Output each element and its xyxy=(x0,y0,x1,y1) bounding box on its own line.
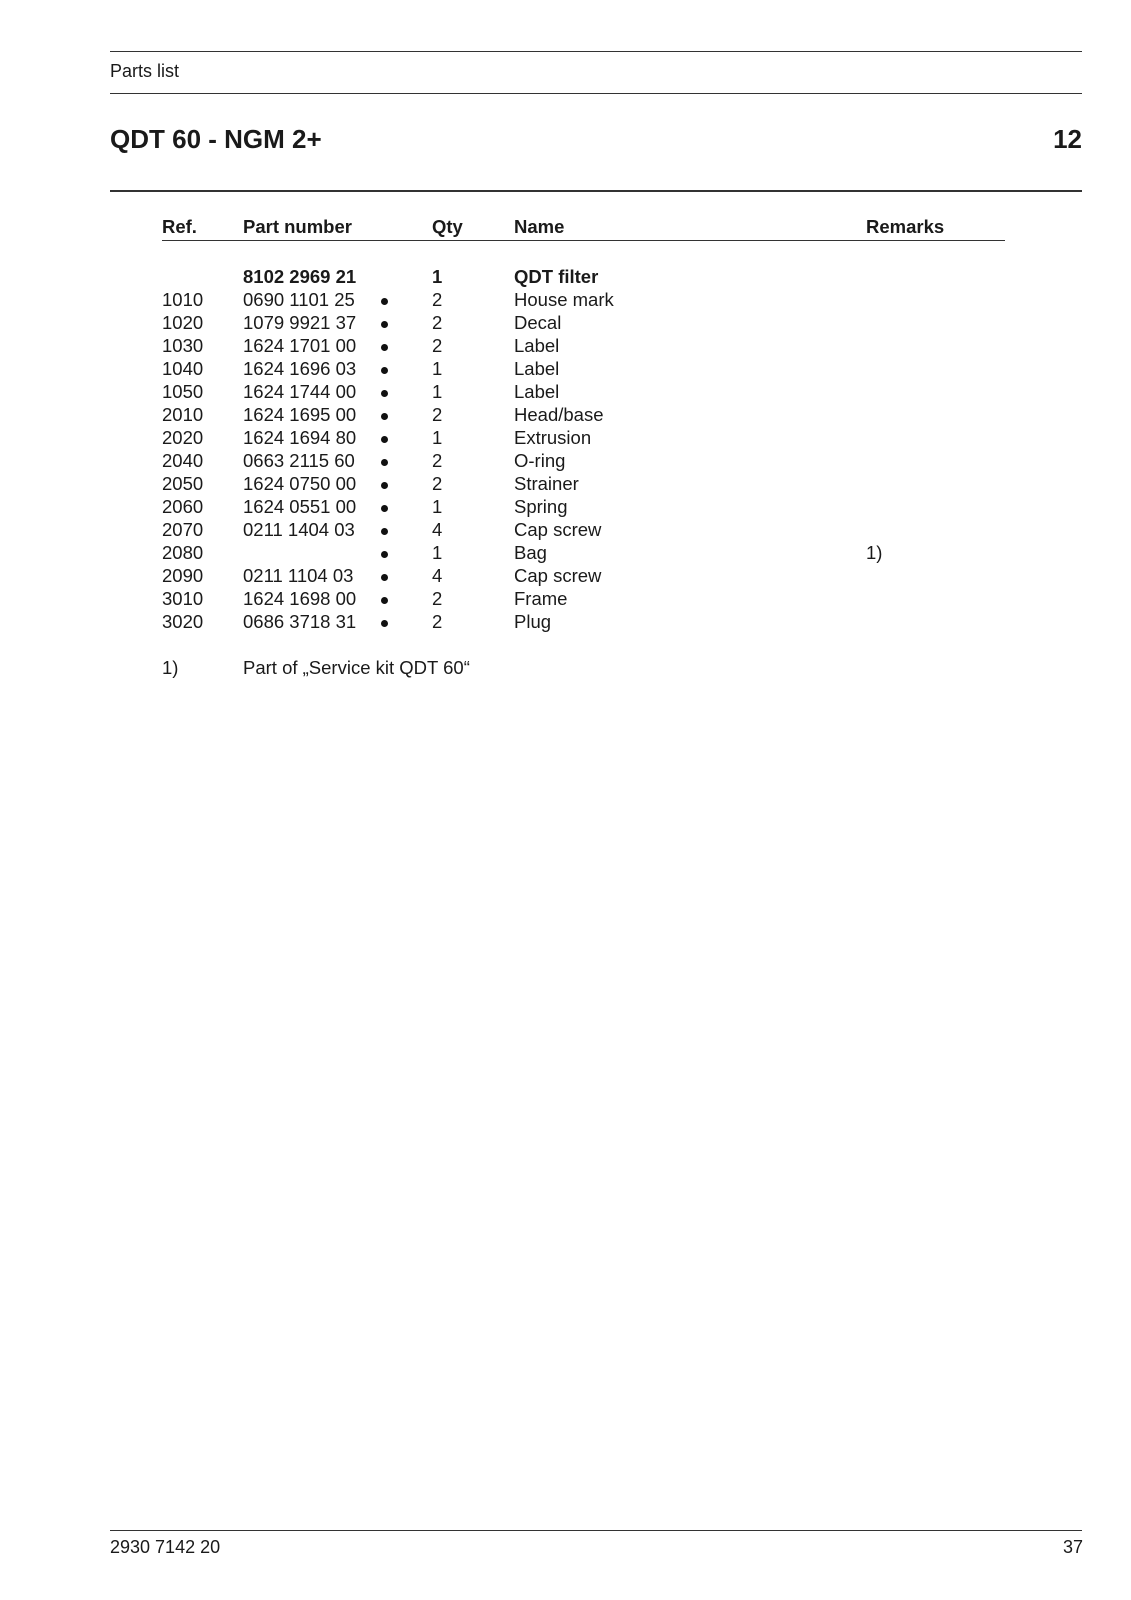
part-number-cell: 1624 1744 00 xyxy=(243,381,357,402)
table-row xyxy=(162,541,1005,564)
column-header-name: Name xyxy=(514,216,565,237)
qty-cell: 2 xyxy=(432,312,443,333)
name-cell: Head/base xyxy=(514,404,604,425)
section-label: Parts list xyxy=(110,61,180,81)
column-header-part-number: Part number xyxy=(243,216,352,237)
table-row xyxy=(162,357,1005,380)
qty-cell: 1 xyxy=(432,427,443,448)
name-cell: Plug xyxy=(514,611,552,632)
bullet-icon xyxy=(378,610,390,633)
qty-cell: 2 xyxy=(432,611,443,632)
name-cell: Bag xyxy=(514,542,547,563)
bullet-icon xyxy=(378,495,390,518)
bullet-icon xyxy=(378,564,390,587)
footnote-marker: 1) xyxy=(162,657,179,678)
part-number-cell: 1624 1695 00 xyxy=(243,404,357,425)
parts-table xyxy=(162,213,1005,679)
name-cell: Frame xyxy=(514,588,568,609)
part-number-cell: 0686 3718 31 xyxy=(243,611,357,632)
main-name: QDT filter xyxy=(514,266,599,287)
column-header-ref: Ref. xyxy=(162,216,197,237)
name-cell: House mark xyxy=(514,289,614,310)
ref-cell: 1010 xyxy=(162,289,204,310)
section-number: 12 xyxy=(1053,124,1082,154)
ref-cell: 1040 xyxy=(162,358,204,379)
column-header-remarks: Remarks xyxy=(866,216,945,237)
table-row xyxy=(162,449,1005,472)
ref-cell: 3010 xyxy=(162,588,204,609)
remarks-cell: 1) xyxy=(866,542,883,563)
qty-cell: 2 xyxy=(432,473,443,494)
name-cell: Extrusion xyxy=(514,427,592,448)
ref-cell: 2010 xyxy=(162,404,204,425)
ref-cell: 1030 xyxy=(162,335,204,356)
ref-cell: 2080 xyxy=(162,542,204,563)
part-number-cell: 1624 0750 00 xyxy=(243,473,357,494)
table-header xyxy=(162,213,1005,241)
qty-cell: 2 xyxy=(432,404,443,425)
qty-cell: 1 xyxy=(432,381,443,402)
column-header-qty: Qty xyxy=(432,216,463,237)
part-number-cell: 0690 1101 25 xyxy=(243,289,355,310)
bullet-icon xyxy=(378,449,390,472)
bullet-icon xyxy=(378,518,390,541)
bullet-icon xyxy=(378,357,390,380)
ref-cell: 3020 xyxy=(162,611,204,632)
table-row xyxy=(162,403,1005,426)
document-number: 2930 7142 20 xyxy=(110,1537,221,1557)
name-cell: Strainer xyxy=(514,473,579,494)
part-number-cell: 1624 0551 00 xyxy=(243,496,357,517)
table-row xyxy=(162,518,1005,541)
parts-rows xyxy=(162,288,1005,633)
name-cell: O-ring xyxy=(514,450,566,471)
qty-cell: 4 xyxy=(432,565,443,586)
top-rule xyxy=(110,51,1082,52)
name-cell: Label xyxy=(514,335,560,356)
footnote-text: Part of „Service kit QDT 60“ xyxy=(243,657,470,678)
ref-cell: 2090 xyxy=(162,565,204,586)
bullet-icon xyxy=(378,311,390,334)
bullet-icon xyxy=(378,288,390,311)
table-row xyxy=(162,334,1005,357)
page-number: 37 xyxy=(1062,1537,1083,1557)
ref-cell: 2020 xyxy=(162,427,204,448)
bullet-icon xyxy=(378,472,390,495)
main-assembly-row xyxy=(162,265,1005,288)
part-number-cell: 1624 1701 00 xyxy=(243,335,357,356)
name-cell: Cap screw xyxy=(514,565,602,586)
qty-cell: 2 xyxy=(432,289,443,310)
qty-cell: 2 xyxy=(432,450,443,471)
main-part-number: 8102 2969 21 xyxy=(243,266,357,287)
ref-cell: 1050 xyxy=(162,381,204,402)
ref-cell: 2040 xyxy=(162,450,204,471)
part-number-cell: 0211 1404 03 xyxy=(243,519,355,540)
name-cell: Decal xyxy=(514,312,562,333)
ref-cell: 2070 xyxy=(162,519,204,540)
qty-cell: 4 xyxy=(432,519,443,540)
table-row xyxy=(162,495,1005,518)
bullet-icon xyxy=(378,426,390,449)
header-rule xyxy=(110,93,1082,94)
table-row xyxy=(162,311,1005,334)
name-cell: Label xyxy=(514,381,560,402)
table-row xyxy=(162,610,1005,633)
title-rule xyxy=(110,190,1082,192)
qty-cell: 1 xyxy=(432,542,443,563)
bullet-icon xyxy=(378,403,390,426)
table-row xyxy=(162,426,1005,449)
table-row xyxy=(162,288,1005,311)
table-row xyxy=(162,380,1005,403)
footnote xyxy=(162,656,1005,679)
bullet-icon xyxy=(378,380,390,403)
table-row xyxy=(162,587,1005,610)
name-cell: Spring xyxy=(514,496,568,517)
part-number-cell: 1079 9921 37 xyxy=(243,312,357,333)
bullet-icon xyxy=(378,334,390,357)
part-number-cell: 0211 1104 03 xyxy=(243,565,354,586)
ref-cell: 2060 xyxy=(162,496,204,517)
main-qty: 1 xyxy=(432,266,443,287)
qty-cell: 2 xyxy=(432,588,443,609)
table-row xyxy=(162,564,1005,587)
part-number-cell: 1624 1696 03 xyxy=(243,358,357,379)
table-row xyxy=(162,472,1005,495)
part-number-cell: 0663 2115 60 xyxy=(243,450,355,471)
name-cell: Label xyxy=(514,358,560,379)
qty-cell: 2 xyxy=(432,335,443,356)
bullet-icon xyxy=(378,541,390,564)
page-title: QDT 60 - NGM 2+ xyxy=(110,124,322,154)
ref-cell: 2050 xyxy=(162,473,204,494)
bullet-icon xyxy=(378,587,390,610)
part-number-cell: 1624 1698 00 xyxy=(243,588,357,609)
ref-cell: 1020 xyxy=(162,312,204,333)
part-number-cell: 1624 1694 80 xyxy=(243,427,357,448)
qty-cell: 1 xyxy=(432,358,443,379)
qty-cell: 1 xyxy=(432,496,443,517)
name-cell: Cap screw xyxy=(514,519,602,540)
footer-rule xyxy=(110,1530,1082,1531)
